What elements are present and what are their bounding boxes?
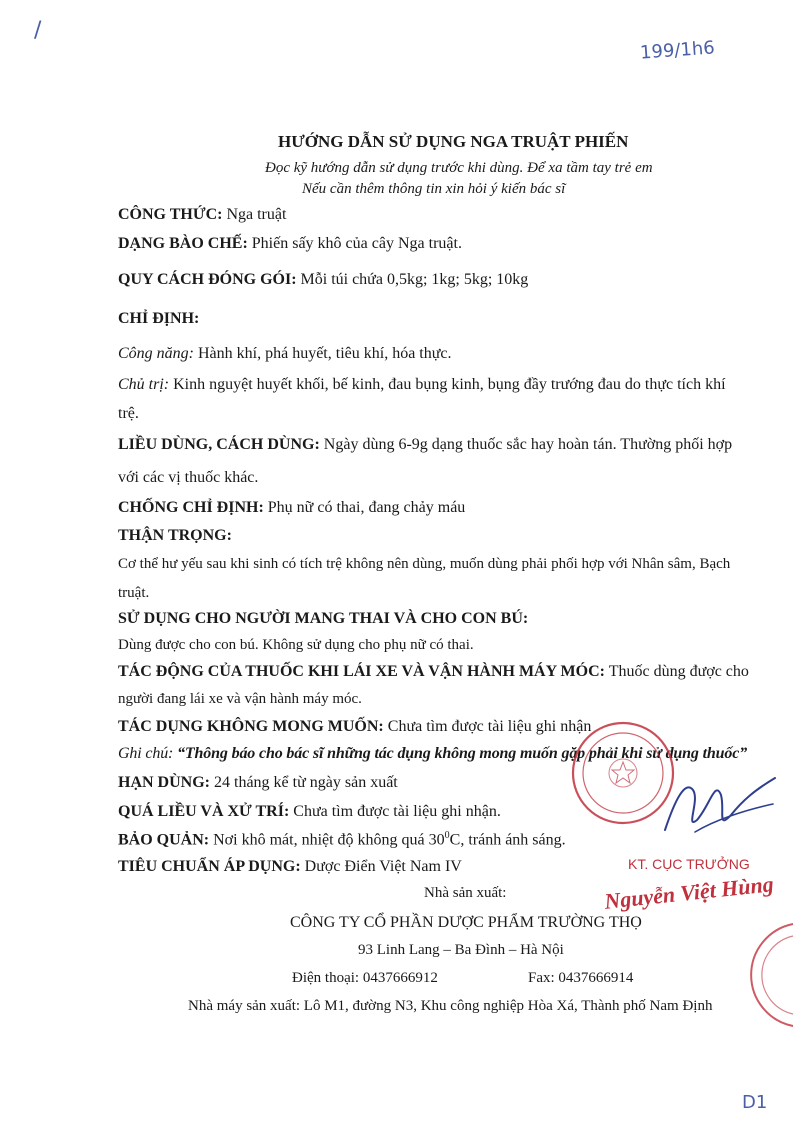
- section-chi-dinh: CHỈ ĐỊNH:: [118, 310, 200, 327]
- section-label: BẢO QUẢN:: [118, 831, 210, 849]
- handwritten-tick: /: [34, 18, 42, 43]
- section-text: Phiến sấy khô của cây Nga truật.: [247, 235, 462, 252]
- section-cong-nang: [118, 345, 452, 363]
- section-text: Mỗi túi chứa 0,5kg; 1kg; 5kg; 10kg: [296, 271, 529, 288]
- section-label: TÁC DỤNG KHÔNG MONG MUỐN:: [118, 718, 384, 735]
- section-label: DẠNG BÀO CHẾ:: [118, 235, 248, 252]
- section-label: Chủ trị:: [118, 376, 170, 393]
- section-text: Phụ nữ có thai, đang chảy máu: [263, 499, 466, 516]
- section-text: Hành khí, phá huyết, tiêu khí, hóa thực.: [194, 345, 452, 362]
- section-bao-quan: [118, 830, 566, 849]
- manufacturer-factory: Nhà máy sản xuất: Lô M1, đường N3, Khu công nghiệp Hòa Xá, Thành phố Nam Định: [188, 998, 713, 1014]
- section-label: CHỐNG CHỈ ĐỊNH:: [118, 499, 264, 516]
- manufacturer-heading: Nhà sản xuất:: [424, 885, 507, 901]
- manufacturer-phone: Điện thoại: 0437666912: [292, 970, 438, 986]
- section-label: QUY CÁCH ĐÓNG GÓI:: [118, 271, 297, 288]
- section-quy-cach: [118, 271, 528, 289]
- section-text: Nga truật: [222, 206, 287, 223]
- manufacturer-fax: Fax: 0437666914: [528, 970, 634, 986]
- section-lai-xe-cont: người đang lái xe và vận hành máy móc.: [118, 691, 362, 707]
- section-tieu-chuan: [118, 858, 462, 876]
- section-label: CÔNG THỨC:: [118, 206, 223, 223]
- section-cong-thuc: [118, 206, 286, 224]
- section-than-trong-text: Cơ thể hư yếu sau khi sinh có tích trệ không nên dùng, muốn dùng phải phối hợp với Nhân sâm, Bạch: [118, 556, 731, 572]
- section-han-dung: [118, 774, 398, 792]
- section-qua-lieu: [118, 803, 501, 821]
- subtitle-line-2: Nếu cần thêm thông tin xin hỏi ý kiến bác sĩ: [302, 181, 566, 197]
- section-label: HẠN DÙNG:: [118, 774, 210, 791]
- stamp-signer: Nguyễn Việt Hùng: [603, 871, 775, 914]
- section-label: QUÁ LIỀU VÀ XỬ TRÍ:: [118, 803, 290, 820]
- manufacturer-company: CÔNG TY CỔ PHẦN DƯỢC PHẨM TRƯỜNG THỌ: [290, 914, 642, 931]
- section-chong-chi-dinh: [118, 499, 465, 517]
- section-chu-tri-cont: trệ.: [118, 405, 139, 422]
- section-than-trong: THẬN TRỌNG:: [118, 527, 232, 544]
- section-chu-tri: [118, 376, 726, 394]
- section-text: Chưa tìm được tài liệu ghi nhận: [383, 718, 592, 735]
- section-text: Chưa tìm được tài liệu ghi nhận.: [289, 803, 501, 820]
- partial-seal: [735, 920, 795, 1030]
- signature: [655, 760, 785, 850]
- section-than-trong-cont: truật.: [118, 585, 150, 601]
- section-text: “Thông báo cho bác sĩ những tác dụng không mong muốn gặp phải khi sử dụng thuốc”: [173, 745, 748, 762]
- section-text: Nơi khô mát, nhiệt độ không quá 30: [209, 831, 445, 849]
- section-text-after: C, tránh ánh sáng.: [449, 831, 566, 849]
- degree-superscript: 0: [444, 830, 450, 841]
- section-lieu-dung-cont: với các vị thuốc khác.: [118, 469, 259, 486]
- manufacturer-address: 93 Linh Lang – Ba Đình – Hà Nội: [358, 942, 564, 958]
- section-dang-bao-che: [118, 235, 462, 253]
- section-mang-thai: SỬ DỤNG CHO NGƯỜI MANG THAI VÀ CHO CON BÚ:: [118, 610, 529, 627]
- section-lai-xe: [118, 663, 749, 681]
- section-label: LIỀU DÙNG, CÁCH DÙNG:: [118, 436, 320, 453]
- stamp-title: KT. CỤC TRƯỞNG: [628, 856, 750, 872]
- section-label: TIÊU CHUẨN ÁP DỤNG:: [118, 858, 301, 875]
- section-text: Dược Điển Việt Nam IV: [300, 858, 462, 875]
- section-mang-thai-text: Dùng được cho con bú. Không sử dụng cho phụ nữ có thai.: [118, 637, 474, 653]
- handwritten-note: 199/1h6: [639, 37, 716, 64]
- section-label: TÁC ĐỘNG CỦA THUỐC KHI LÁI XE VÀ VẬN HÀNH MÁY MÓC:: [118, 663, 605, 680]
- section-text: Kinh nguyệt huyết khối, bế kinh, đau bụng kinh, bụng đầy trướng đau do thực tích khí: [169, 376, 726, 393]
- section-text: 24 tháng kể từ ngày sản xuất: [210, 774, 398, 791]
- section-text: Ngày dùng 6-9g dạng thuốc sắc hay hoàn tán. Thường phối hợp: [319, 436, 733, 453]
- subtitle-line-1: Đọc kỹ hướng dẫn sử dụng trước khi dùng. Để xa tầm tay trẻ em: [265, 160, 653, 176]
- section-label: Ghi chú:: [118, 745, 174, 762]
- section-tac-dung-khong-mong-muon: [118, 718, 591, 736]
- section-text: Thuốc dùng được cho: [604, 663, 749, 680]
- section-lieu-dung: [118, 436, 732, 454]
- handwritten-initials: D1: [742, 1092, 768, 1113]
- document-title: HƯỚNG DẪN SỬ DỤNG NGA TRUẬT PHIẾN: [278, 132, 629, 151]
- section-label: Công năng:: [118, 345, 194, 362]
